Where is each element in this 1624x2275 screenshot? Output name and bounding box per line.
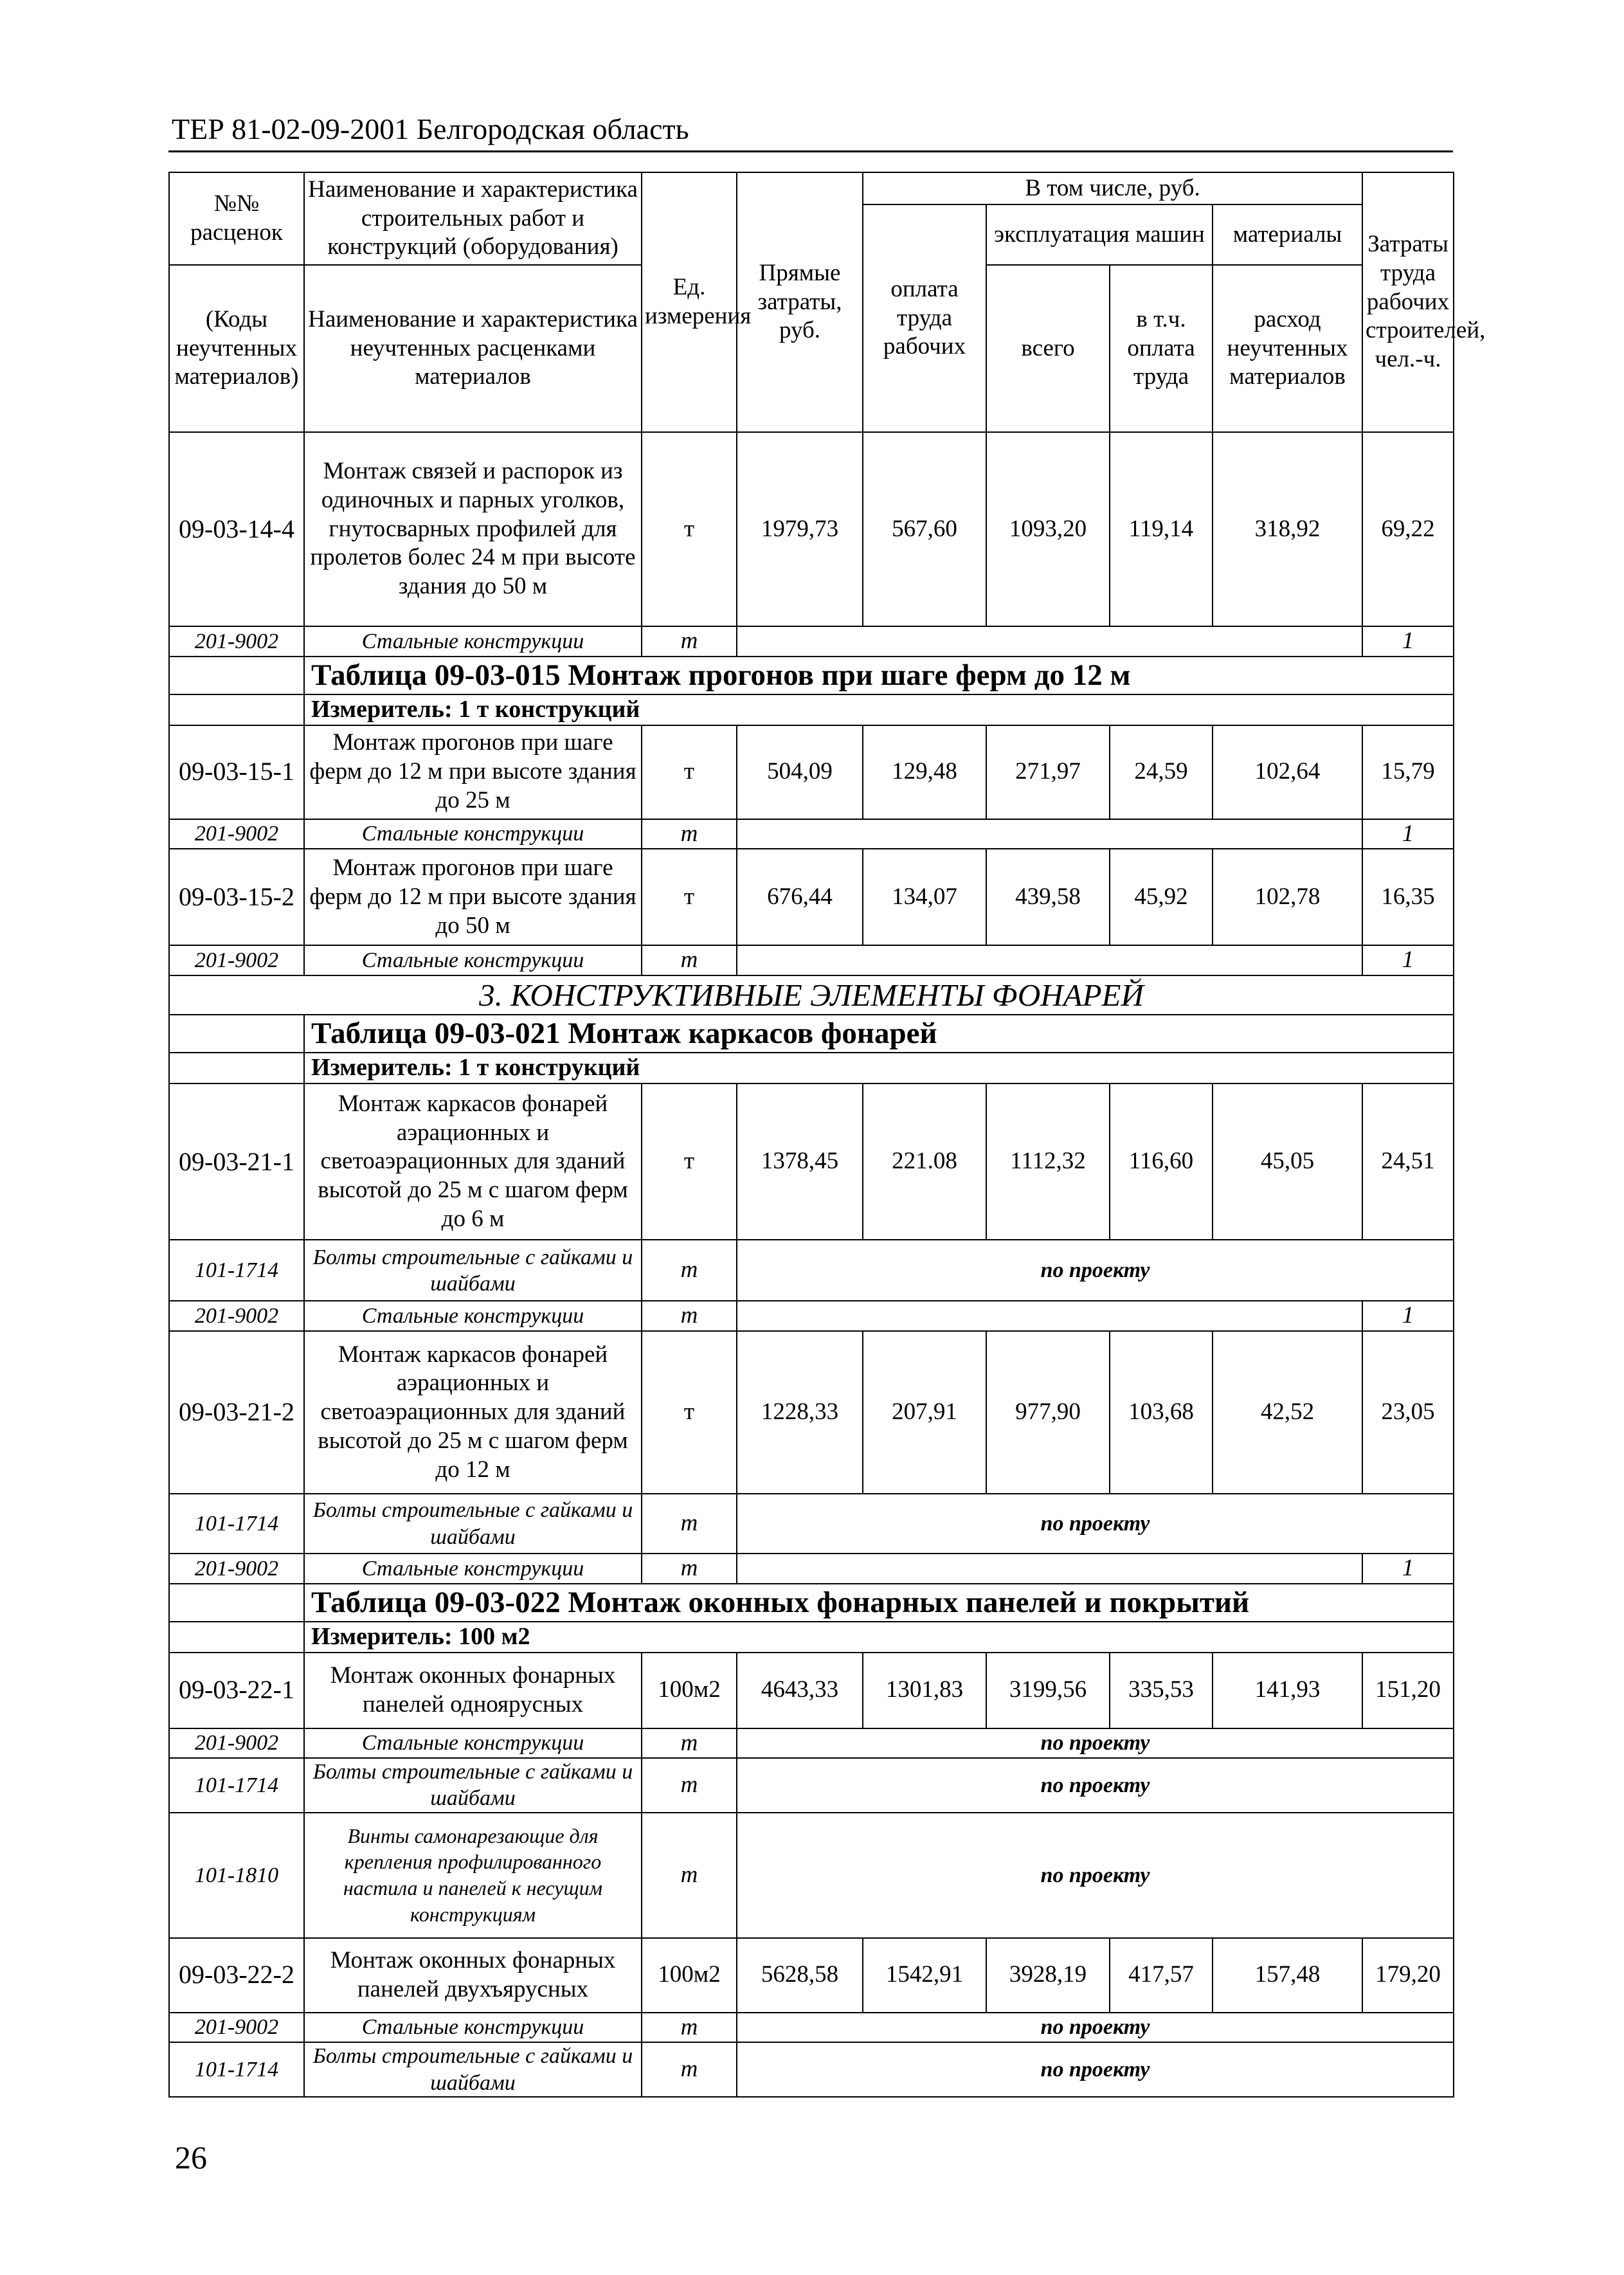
rate-labor-hours: 15,79 <box>1362 725 1454 819</box>
rate-machines-labor: 417,57 <box>1110 1938 1213 2013</box>
material-row <box>169 2042 1454 2096</box>
rate-unit: т <box>642 725 737 819</box>
measure-unit: Измеритель: 100 м2 <box>304 1622 1454 1653</box>
material-code: 101-1714 <box>169 1240 304 1301</box>
material-name: Винты самонарезающие для крепления профилированного настила и панелей к несущим конструкциям <box>304 1813 642 1938</box>
material-row <box>169 1240 1454 1301</box>
material-name: Стальные конструкции <box>304 2013 642 2043</box>
material-blank <box>737 626 1362 657</box>
material-code: 201-9002 <box>169 626 304 657</box>
rate-labor-hours: 24,51 <box>1362 1083 1454 1240</box>
material-unit: т <box>642 1554 737 1584</box>
col-unit-header: Ед. измерения <box>642 172 737 432</box>
material-name: Стальные конструкции <box>304 945 642 975</box>
section-row <box>169 975 1454 1015</box>
rate-machines-labor: 24,59 <box>1110 725 1213 819</box>
rate-machines-labor: 45,92 <box>1110 849 1213 945</box>
material-row <box>169 1301 1454 1331</box>
rate-unit: 100м2 <box>642 1938 737 2013</box>
col-machines-header: эксплуатация машин <box>986 204 1213 265</box>
material-name: Стальные конструкции <box>304 1728 642 1759</box>
rate-direct-cost: 1979,73 <box>737 432 863 626</box>
rate-name: Монтаж связей и распорок из одиночных и парных уголков, гнутосварных профилей для пролетов болес 24 м при высоте здания до 50 м <box>304 432 642 626</box>
col-incl-header: В том числе, руб. <box>863 172 1362 204</box>
col-code2-header: (Коды неучтенных материалов) <box>169 265 304 432</box>
material-code: 201-9002 <box>169 1554 304 1584</box>
rates-table <box>168 172 1486 2098</box>
measure-unit: Измеритель: 1 т конструкций <box>304 1053 1454 1083</box>
material-blank <box>737 945 1362 975</box>
material-code: 201-9002 <box>169 945 304 975</box>
material-row <box>169 1494 1454 1554</box>
material-note: по проекту <box>737 2042 1454 2096</box>
rate-name: Монтаж прогонов при шаге ферм до 12 м при высоте здания до 50 м <box>304 849 642 945</box>
material-note: по проекту <box>737 2013 1454 2043</box>
rate-machines-total: 3928,19 <box>986 1938 1110 2013</box>
rate-labor-pay: 1542,91 <box>863 1938 986 2013</box>
rate-code: 09-03-22-1 <box>169 1653 304 1728</box>
rate-labor-pay: 134,07 <box>863 849 986 945</box>
rate-labor-pay: 207,91 <box>863 1331 986 1494</box>
material-unit: т <box>642 945 737 975</box>
rate-name: Монтаж оконных фонарных панелей двухъярусных <box>304 1938 642 2013</box>
material-row <box>169 1758 1454 1812</box>
material-code: 101-1810 <box>169 1813 304 1938</box>
material-row <box>169 626 1454 657</box>
col-labor-hours-header: Затраты труда рабочих строителей, чел.-ч. <box>1362 172 1454 432</box>
rate-direct-cost: 5628,58 <box>737 1938 863 2013</box>
material-row <box>169 1813 1454 1938</box>
rate-row <box>169 1331 1454 1494</box>
material-code: 201-9002 <box>169 1728 304 1759</box>
rate-materials: 318,92 <box>1213 432 1362 626</box>
col-code-header: №№ расценок <box>169 172 304 265</box>
col-machines-total-header: всего <box>986 265 1110 432</box>
rate-labor-pay: 1301,83 <box>863 1653 986 1728</box>
rate-direct-cost: 1378,45 <box>737 1083 863 1240</box>
rate-code: 09-03-15-1 <box>169 725 304 819</box>
material-note: по проекту <box>737 1728 1454 1759</box>
material-row <box>169 1554 1454 1584</box>
rate-materials: 102,78 <box>1213 849 1362 945</box>
material-consumption: 1 <box>1362 1554 1454 1584</box>
material-name: Стальные конструкции <box>304 626 642 657</box>
material-consumption: 1 <box>1362 626 1454 657</box>
col-labor-pay-header: оплата труда рабочих <box>863 204 986 432</box>
material-code: 101-1714 <box>169 1494 304 1554</box>
table-title-row <box>169 1584 1454 1622</box>
rate-unit: т <box>642 1331 737 1494</box>
rate-materials: 157,48 <box>1213 1938 1362 2013</box>
material-row <box>169 1728 1454 1759</box>
rate-materials: 141,93 <box>1213 1653 1362 1728</box>
material-note: по проекту <box>737 1813 1454 1938</box>
material-note: по проекту <box>737 1494 1454 1554</box>
rate-labor-pay: 221.08 <box>863 1083 986 1240</box>
rate-row <box>169 849 1454 945</box>
measure-spacer <box>169 1053 304 1083</box>
material-unit: т <box>642 1301 737 1331</box>
rate-labor-hours: 151,20 <box>1362 1653 1454 1728</box>
rate-row <box>169 432 1454 626</box>
material-name: Болты строительные с гайками и шайбами <box>304 2042 642 2096</box>
material-unit: т <box>642 1494 737 1554</box>
material-unit: т <box>642 1728 737 1759</box>
rate-direct-cost: 504,09 <box>737 725 863 819</box>
material-name: Стальные конструкции <box>304 1554 642 1584</box>
measure-row <box>169 1053 1454 1083</box>
table-title: Таблица 09-03-015 Монтаж прогонов при шаге ферм до 12 м <box>304 657 1454 694</box>
rate-machines-total: 1112,32 <box>986 1083 1110 1240</box>
rate-name: Монтаж каркасов фонарей аэрационных и светоаэрационных для зданий высотой до 25 м с шагом ферм до 12 м <box>304 1331 642 1494</box>
material-blank <box>737 819 1362 849</box>
material-code: 201-9002 <box>169 2013 304 2043</box>
rate-labor-hours: 16,35 <box>1362 849 1454 945</box>
rate-machines-total: 3199,56 <box>986 1653 1110 1728</box>
rate-direct-cost: 4643,33 <box>737 1653 863 1728</box>
title-spacer <box>169 657 304 694</box>
measure-unit: Измеритель: 1 т конструкций <box>304 694 1454 725</box>
rate-row <box>169 1938 1454 2013</box>
material-unit: т <box>642 1240 737 1301</box>
rate-machines-labor: 103,68 <box>1110 1331 1213 1494</box>
material-code: 201-9002 <box>169 819 304 849</box>
col-materials-consumption-header: расход неучтенных материалов <box>1213 265 1362 432</box>
rate-unit: 100м2 <box>642 1653 737 1728</box>
material-consumption: 1 <box>1362 1301 1454 1331</box>
rate-direct-cost: 1228,33 <box>737 1331 863 1494</box>
material-code: 201-9002 <box>169 1301 304 1331</box>
measure-row <box>169 1622 1454 1653</box>
col-name-header: Наименование и характеристика строительных работ и конструкций (оборудования) <box>304 172 642 265</box>
material-name: Болты строительные с гайками и шайбами <box>304 1758 642 1812</box>
rate-unit: т <box>642 432 737 626</box>
rate-row <box>169 725 1454 819</box>
rate-code: 09-03-15-2 <box>169 849 304 945</box>
measure-spacer <box>169 1622 304 1653</box>
rate-labor-hours: 179,20 <box>1362 1938 1454 2013</box>
table-title: Таблица 09-03-022 Монтаж оконных фонарных панелей и покрытий <box>304 1584 1454 1622</box>
header-row-1 <box>169 172 1454 204</box>
title-spacer <box>169 1015 304 1053</box>
rate-name: Монтаж прогонов при шаге ферм до 12 м при высоте здания до 25 м <box>304 725 642 819</box>
material-row <box>169 819 1454 849</box>
rate-materials: 42,52 <box>1213 1331 1362 1494</box>
material-name: Болты строительные с гайками и шайбами <box>304 1240 642 1301</box>
rate-labor-pay: 567,60 <box>863 432 986 626</box>
rate-name: Монтаж каркасов фонарей аэрационных и светоаэрационных для зданий высотой до 25 м с шагом ферм до 6 м <box>304 1083 642 1240</box>
material-consumption: 1 <box>1362 945 1454 975</box>
material-note: по проекту <box>737 1240 1454 1301</box>
rate-labor-pay: 129,48 <box>863 725 986 819</box>
rate-labor-hours: 69,22 <box>1362 432 1454 626</box>
rate-unit: т <box>642 849 737 945</box>
rate-unit: т <box>642 1083 737 1240</box>
header-rule <box>168 150 1453 152</box>
page-number: 26 <box>175 2139 207 2175</box>
rate-name: Монтаж оконных фонарных панелей одноярусных <box>304 1653 642 1728</box>
material-code: 101-1714 <box>169 1758 304 1812</box>
title-spacer <box>169 1584 304 1622</box>
material-name: Стальные конструкции <box>304 1301 642 1331</box>
rate-machines-total: 271,97 <box>986 725 1110 819</box>
material-unit: т <box>642 2042 737 2096</box>
section-heading: 3. КОНСТРУКТИВНЫЕ ЭЛЕМЕНТЫ ФОНАРЕЙ <box>169 975 1454 1015</box>
rate-materials: 102,64 <box>1213 725 1362 819</box>
rate-row <box>169 1653 1454 1728</box>
rate-machines-labor: 116,60 <box>1110 1083 1213 1240</box>
rate-direct-cost: 676,44 <box>737 849 863 945</box>
rate-code: 09-03-21-1 <box>169 1083 304 1240</box>
material-name: Стальные конструкции <box>304 819 642 849</box>
table-title-row <box>169 657 1454 694</box>
material-unit: т <box>642 1813 737 1938</box>
material-note: по проекту <box>737 1758 1454 1812</box>
rate-machines-total: 439,58 <box>986 849 1110 945</box>
table-title-row <box>169 1015 1454 1053</box>
page-header: ТЕР 81-02-09-2001 Белгородская область <box>172 113 689 145</box>
material-consumption: 1 <box>1362 819 1454 849</box>
rate-code: 09-03-22-2 <box>169 1938 304 2013</box>
measure-spacer <box>169 694 304 725</box>
measure-row <box>169 694 1454 725</box>
material-unit: т <box>642 2013 737 2043</box>
rate-machines-total: 1093,20 <box>986 432 1110 626</box>
rate-materials: 45,05 <box>1213 1083 1362 1240</box>
material-code: 101-1714 <box>169 2042 304 2096</box>
material-blank <box>737 1554 1362 1584</box>
rate-machines-labor: 119,14 <box>1110 432 1213 626</box>
rate-machines-total: 977,90 <box>986 1331 1110 1494</box>
material-row <box>169 945 1454 975</box>
material-row <box>169 2013 1454 2043</box>
rate-code: 09-03-14-4 <box>169 432 304 626</box>
rate-machines-labor: 335,53 <box>1110 1653 1213 1728</box>
material-name: Болты строительные с гайками и шайбами <box>304 1494 642 1554</box>
table-title: Таблица 09-03-021 Монтаж каркасов фонарей <box>304 1015 1454 1053</box>
rate-labor-hours: 23,05 <box>1362 1331 1454 1494</box>
material-blank <box>737 1301 1362 1331</box>
material-unit: т <box>642 1758 737 1812</box>
col-name2-header: Наименование и характеристика неучтенных расценками материалов <box>304 265 642 432</box>
material-unit: т <box>642 819 737 849</box>
rate-row <box>169 1083 1454 1240</box>
col-materials-header: материалы <box>1213 204 1362 265</box>
col-direct-header: Прямые затраты, руб. <box>737 172 863 432</box>
material-unit: т <box>642 626 737 657</box>
table-body <box>169 172 1486 2097</box>
rate-code: 09-03-21-2 <box>169 1331 304 1494</box>
col-machines-labor-header: в т.ч. оплата труда <box>1110 265 1213 432</box>
